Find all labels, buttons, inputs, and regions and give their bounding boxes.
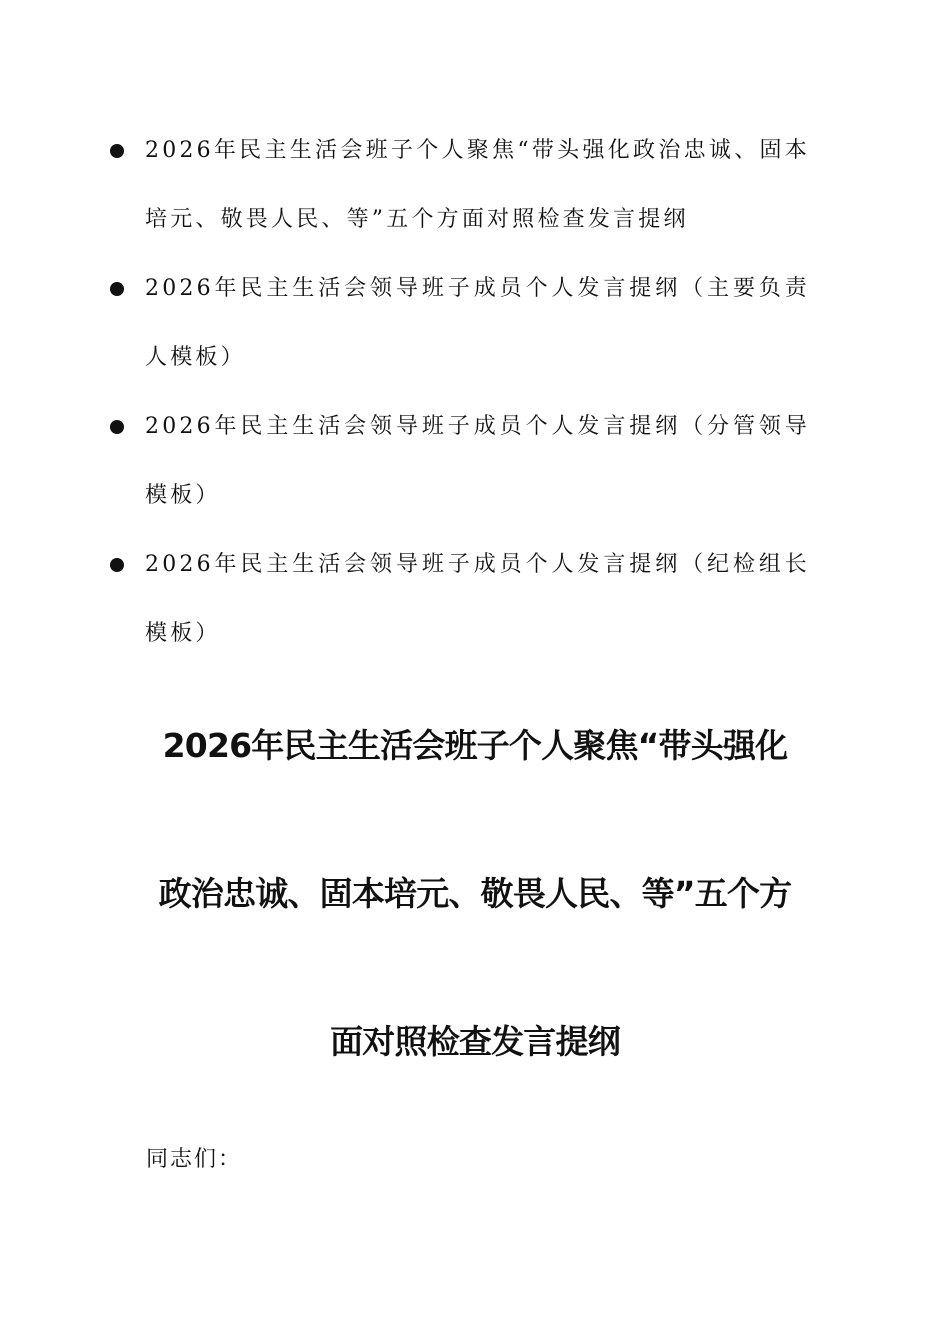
greeting-text: 同志们： — [146, 1147, 243, 1172]
document-title: 2026年民主生活会班子个人聚焦“带头强化政治忠诚、固本培元、敬畏人民、等”五个方面对照检查发言提纲 — [158, 726, 792, 1061]
table-of-contents — [110, 116, 810, 668]
bullet-icon — [110, 558, 124, 572]
bullet-icon — [110, 282, 124, 296]
bullet-icon — [110, 144, 124, 158]
toc-item[interactable] — [110, 392, 810, 530]
toc-item-label: 2026年民主生活会领导班子成员个人发言提纲（纪检组长模板） — [145, 552, 810, 646]
toc-item[interactable] — [110, 530, 810, 668]
toc-item-label: 2026年民主生活会班子个人聚焦“带头强化政治忠诚、固本培元、敬畏人民、等”五个方面对照检查发言提纲 — [145, 138, 810, 232]
toc-item-label: 2026年民主生活会领导班子成员个人发言提纲（分管领导模板） — [145, 414, 810, 508]
toc-item[interactable] — [110, 254, 810, 392]
bullet-icon — [110, 420, 124, 434]
toc-item[interactable] — [110, 116, 810, 254]
toc-item-label: 2026年民主生活会领导班子成员个人发言提纲（主要负责人模板） — [145, 276, 810, 370]
